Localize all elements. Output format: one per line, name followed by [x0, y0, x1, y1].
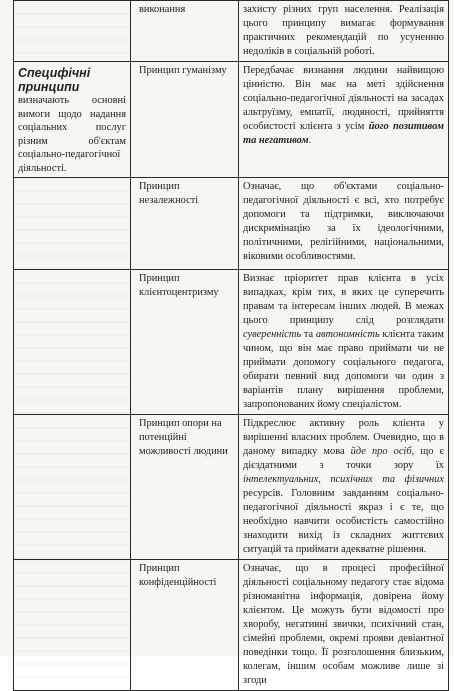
table-cell-description [239, 62, 449, 178]
principle-description: Визнає пріоритет прав клієнта в усіх випадках, крім тих, в яких це суперечить правам та інтересам інших людей. В межах цього принципу слід розглядати суверенність та автономність клієнта таким чином, що він має право приймати чи не приймати допомогу соціального педагога, обирати певний вид допомоги чи один з варіантів плану вирішення проблеми, запропонованих йому спеціалістом. [243, 273, 444, 410]
table-cell-empty [14, 1, 131, 62]
principle-description: Означає, що в процесі професійної діяльності соціальному педагогу стає відома різноманітна інформація, довірена йому клієнтом. Це можуть бути відомості про хворобу, негативні звички, психічний стан, сімейні проблеми, окремі прояви девіантної поведінки тощо. Її розголошення близьким, колегам, іншим особам можливе лише зі згоди [243, 563, 444, 686]
principle-name: Принцип конфіденційності [139, 563, 217, 588]
table-cell-description [239, 560, 449, 691]
table-row [14, 62, 449, 178]
table-cell-description [239, 178, 449, 270]
category-title: Специфічні принципи [18, 66, 91, 94]
table-cell-principle [131, 415, 239, 560]
table-cell-principle [131, 1, 239, 62]
principle-name: Принцип клієнтоцентризму [139, 273, 219, 298]
principle-name: Принцип гуманізму [139, 65, 227, 76]
table-row [14, 415, 449, 560]
table-cell-principle [131, 178, 239, 270]
table-cell-description [239, 1, 449, 62]
table-cell-empty [14, 415, 131, 560]
table-cell-principle [131, 270, 239, 415]
table-row [14, 1, 449, 62]
table-cell-principle [131, 560, 239, 691]
table-cell-empty [14, 270, 131, 415]
table-cell-category [14, 62, 131, 178]
principle-name: Принцип незалежності [139, 181, 199, 206]
principle-name: Принцип опори на потенційні можливості людини [139, 418, 228, 457]
table-row [14, 270, 449, 415]
principle-description: Означає, що об'єктами соціально-педагогічної діяльності є всі, хто потребує допомоги та підтримки, виключаючи дискримінацію за їх ідеологічними, політичними, релігійними, національними, віковими особливостями. [243, 181, 444, 262]
table-row [14, 178, 449, 270]
category-text: визначають основні вимоги щодо надання соціальних послуг різним об'єктам соціально-педагогічної діяльності. [18, 95, 126, 174]
principle-description: Підкреслює активну роль клієнта у вирішенні власних проблем. Очевидно, що в даному випадку мова йде про осіб, що є дієздатними з точки зору їх інтелектуальних, психічних та фізичних ресурсів. Головним завданням соціально-педагогічної діяльності якраз і є те, що необхідно навчити особистість самостійно знаходити вихід із складних життєвих ситуацій та приймати адекватне рішення. [243, 418, 444, 555]
table-cell-description [239, 270, 449, 415]
principles-table [13, 0, 449, 691]
principle-description: захисту різних груп населення. Реалізація цього принципу вимагає формування практичних рекомендацій по усуненню недоліків в соціальній роботі. [243, 4, 444, 57]
principle-name: виконання [139, 4, 186, 15]
table-cell-description [239, 415, 449, 560]
table-cell-empty [14, 178, 131, 270]
table-cell-principle [131, 62, 239, 178]
table-cell-empty [14, 560, 131, 691]
table-row [14, 560, 449, 691]
principle-description: Передбачає визнання людини найвищою цінністю. Він має на меті здійснення соціально-педагогічної діяльності на засадах альтруїзму, емпатії, людяності, прийняття особистості клієнта з усім його позитивом та негативом. [243, 65, 444, 146]
